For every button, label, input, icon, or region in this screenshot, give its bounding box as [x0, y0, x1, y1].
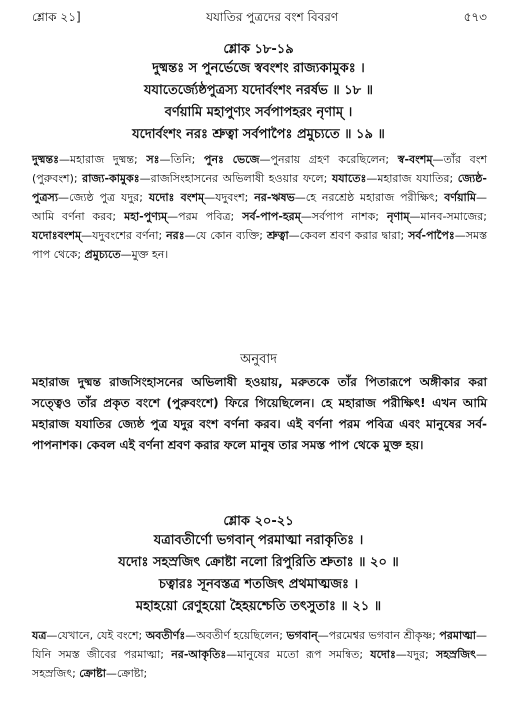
header-verse-ref: শ্লোক ২১]	[32, 10, 81, 24]
synonym-meaning: যদুবংশ;	[215, 191, 249, 204]
synonym-meaning: পরম পবিত্র;	[178, 210, 235, 223]
synonym-meaning: হে নরশ্রেষ্ঠ মহারাজ পরীক্ষিৎ;	[305, 191, 439, 204]
synonym-word: সর্ব-পাপ-হরম্	[242, 210, 301, 223]
running-header	[32, 10, 487, 28]
verse-heading-18-19: শ্লোক ১৮-১৯	[223, 42, 294, 57]
synonym-meaning: মানুষের মতো রূপ সমন্বিত;	[237, 648, 364, 661]
translation-text: মহারাজ দুষ্মন্ত রাজসিংহাসনের অভিলাষী হওয়ায়, মরুতকে তাঁর পিতারূপে অঙ্গীকার করা সত্ত্বেও তাঁর প্রকৃত বংশে (পুরুবংশে) ফিরে গিয়েছিলেন। হে মহারাজ পরীক্ষিৎ! এখন আমি মহারাজ যযাতির জ্যেষ্ঠ পুত্র যদুর বংশ বর্ণনা করব। এই বর্ণনা পরম পবিত্র এবং মানুষের সর্ব-পাপনাশক। কেবল এই বর্ণনা শ্রবণ করার ফলে মানুষ তার সমস্ত পাপ থেকে মুক্ত হয়।	[32, 375, 487, 452]
synonym-meaning: জ্যেষ্ঠ পুত্র যদুর;	[69, 191, 143, 204]
synonym-word: রাজ্য-কামুকঃ	[82, 172, 140, 185]
verse-text-20-21	[0, 530, 517, 618]
synonym-meaning: অবতীর্ণ হয়েছিলেন;	[196, 629, 283, 642]
synonym-meaning: আমি বর্ণনা করব;	[32, 210, 117, 223]
synonym-word: নৃণাম্	[386, 210, 410, 223]
synonym-word: সর্ব-পাপৈঃ	[408, 229, 455, 242]
synonym-word: নর-ঋষভ	[254, 191, 295, 204]
synonym-meaning: যেখানে, যেই বংশে;	[57, 629, 143, 642]
synonym-word: নরঃ	[166, 229, 185, 242]
verse-line: মহাহয়ো রেণুহয়ো হৈহয়শ্চেতি তৎসুতাঃ ॥ ২১ ॥	[135, 599, 382, 614]
synonyms-18-19: দুষ্মন্তঃ—মহারাজ দুষ্মন্ত; সঃ—তিনি; পুনঃ ভেজে—পুনরায় গ্রহণ করেছিলেন; স্ব-বংশম্—তাঁর বংশ (পুরুবংশ); রাজ্য-কামুকঃ—রাজসিংহাসনের অভিলাষী হওয়ার ফলে; যযাতেঃ—মহারাজ যযাতির; জ্যেষ্ঠ-পুত্রস্য—জ্যেষ্ঠ পুত্র যদুর; যদোঃ বংশম্—যদুবংশ; নর-ঋষভ—হে নরশ্রেষ্ঠ মহারাজ পরীক্ষিৎ; বর্ণয়ামি—আমি বর্ণনা করব; মহা-পুণ্যম্—পরম পবিত্র; সর্ব-পাপ-হরম্—সর্বপাপ নাশক; নৃণাম্—মানব-সমাজের; যদোঃবংশম্—যদুবংশের বর্ণনা; নরঃ—যে কোন ব্যক্তি; শ্রুত্বা—কেবল শ্রবণ করার দ্বারা; সর্ব-পাপৈঃ—সমস্ত পাপ থেকে; প্রমুচ্যতে—মুক্ত হন।	[32, 153, 488, 261]
synonym-word: যদোঃবংশম্	[32, 229, 82, 242]
synonym-word: সহস্রজিৎ	[435, 648, 477, 661]
synonym-meaning: মহারাজ দুষ্মন্ত;	[70, 153, 138, 166]
synonym-word: স্ব-বংশম্	[397, 153, 433, 166]
synonym-word: যযাতেঃ	[331, 172, 367, 185]
verse-line: যযাতের্জ্যেষ্ঠপুত্রস্য যদোর্বংশং নরর্ষভ ॥ ১৮ ॥	[144, 83, 373, 98]
synonym-word: যদোঃ	[370, 648, 396, 661]
synonym-word: দুষ্মন্তঃ	[32, 153, 60, 166]
synonym-word: বর্ণয়ামি	[444, 191, 476, 204]
synonym-word: পুনঃ	[204, 153, 224, 166]
verse-text-18-19	[0, 58, 517, 146]
synonym-meaning: যিনি সমস্ত জীবের পরমাত্মা;	[32, 648, 165, 661]
verse-heading-20-21: শ্লোক ২০-২১	[223, 514, 294, 529]
synonym-word: নর-আকৃতিঃ	[171, 648, 227, 661]
synonym-meaning: তিনি;	[170, 153, 196, 166]
synonym-word: ভগবান্	[286, 629, 318, 642]
synonym-meaning: ক্রোষ্টা;	[116, 667, 148, 680]
verse-line: যদোর্বংশং নরঃ শ্রুত্বা সর্বপাপৈঃ প্রমুচ্যতে ॥ ১৯ ॥	[132, 127, 385, 142]
synonym-word: যত্র	[32, 629, 47, 642]
verse-line: যদোঃ সহস্রজিৎ ক্রোষ্টা নলো রিপুরিতি শ্রুতাঃ ॥ ২০ ॥	[118, 555, 399, 570]
synonym-meaning: তাঁর বংশ (পুরুবংশ);	[32, 153, 488, 185]
synonyms-20-21: যত্র—যেখানে, যেই বংশে; অবতীর্ণঃ—অবতীর্ণ হয়েছিলেন; ভগবান্—পরমেশ্বর ভগবান শ্রীকৃষ্ণ; পরমাত্মা—যিনি সমস্ত জীবের পরমাত্মা; নর-আকৃতিঃ—মানুষের মতো রূপ সমন্বিত; যদোঃ—যদুর; সহস্রজিৎ—সহস্রজিৎ; ক্রোষ্টা—ক্রোষ্টা;	[32, 629, 488, 680]
verse-line: যত্রাবতীর্ণো ভগবান্ পরমাত্মা নরাকৃতিঃ ।	[153, 533, 364, 548]
synonym-word: ক্রোষ্টা	[79, 667, 106, 680]
synonym-meaning: সহস্রজিৎ;	[32, 667, 76, 680]
verse-line: বর্ণয়ামি মহাপুণ্যং সর্বপাপহরং নৃণাম্ ।	[164, 105, 353, 120]
synonym-meaning: রাজসিংহাসনের অভিলাষী হওয়ার ফলে;	[150, 172, 328, 185]
synonym-word: ভেজে	[232, 153, 260, 166]
synonym-word: জ্যেষ্ঠ-পুত্রস্য	[32, 172, 487, 204]
header-chapter-title: যযাতির পুত্রদের বংশ বিবরণ	[206, 10, 339, 24]
synonym-meaning: কেবল শ্রবণ করার দ্বারা;	[299, 229, 405, 242]
verse-line: দুষ্মন্তঃ স পুনর্ভেজে স্ববংশং রাজ্যকামুকঃ ।	[152, 61, 365, 76]
synonym-word: প্রমুচ্যতে	[84, 248, 121, 261]
synonym-meaning: যদুর;	[406, 648, 429, 661]
synonym-word: শ্রুত্বা	[266, 229, 289, 242]
synonym-meaning: সমস্ত পাপ থেকে;	[32, 229, 488, 261]
synonym-word: পরমাত্মা	[439, 629, 476, 642]
synonym-meaning: পুনরায় গ্রহণ করেছিলেন;	[270, 153, 390, 166]
synonym-meaning: মানব-সমাজের;	[420, 210, 488, 223]
verse-line: চত্বারঃ সূনবস্তত্র শতজিৎ প্রথমাত্মজঃ ।	[158, 577, 359, 592]
synonym-meaning: যে কোন ব্যক্তি;	[195, 229, 263, 242]
synonym-meaning: পরমেশ্বর ভগবান শ্রীকৃষ্ণ;	[328, 629, 436, 642]
synonym-word: মহা-পুণ্যম্	[124, 210, 168, 223]
translation-heading: অনুবাদ	[240, 352, 277, 367]
synonym-meaning: সর্বপাপ নাশক;	[311, 210, 379, 223]
synonym-word: অবতীর্ণঃ	[145, 629, 186, 642]
synonym-word: যদোঃ বংশম্	[148, 191, 205, 204]
synonym-meaning: মহারাজ যযাতির;	[377, 172, 454, 185]
page-number: ৫৭৩	[463, 10, 487, 24]
synonym-meaning: মুক্ত হন।	[131, 248, 169, 261]
synonym-word: সঃ	[146, 153, 160, 166]
synonym-meaning: যদুবংশের বর্ণনা;	[92, 229, 163, 242]
